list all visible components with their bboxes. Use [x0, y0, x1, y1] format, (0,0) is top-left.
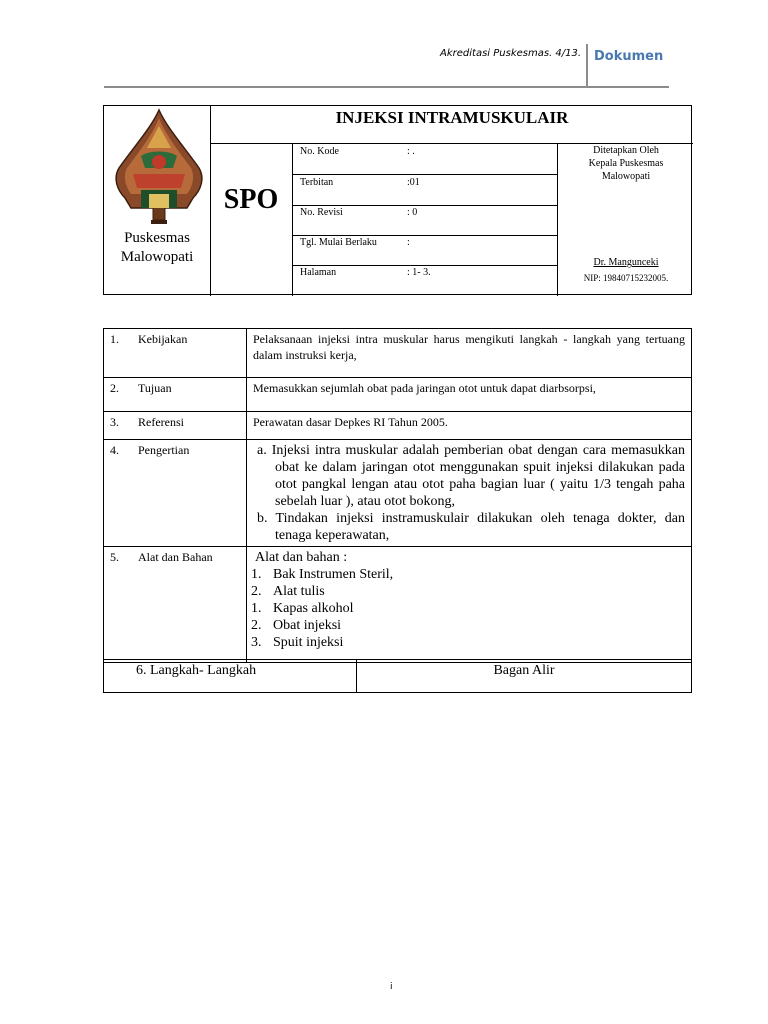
field-label-kode: No. Kode [300, 146, 339, 157]
signer-name: Dr. Mangunceki [593, 257, 659, 268]
flowchart-heading: Bagan Alir [357, 660, 692, 693]
definition-list [253, 442, 685, 544]
sop-content-table [103, 328, 692, 663]
table-row [104, 329, 692, 378]
list-item: b. Tindakan injeksi instramuskulair dilakukan oleh tenaga dokter, dan tenaga keperawatan, [257, 511, 685, 543]
section-text-kebijakan: Pelaksanaan injeksi intra muskular harus mengikuti langkah - langkah yang tertuang dalam instruksi kerja, [247, 329, 692, 378]
header-rule [104, 86, 669, 88]
section-label-tujuan: 2. Tujuan [110, 381, 172, 395]
sop-header-box [103, 105, 692, 295]
table-row [104, 547, 692, 663]
header-text: Akreditasi Puskesmas. 4/13. [440, 48, 582, 59]
section-label-pengertian: 4. Pengertian [110, 443, 190, 457]
approval-block: Ditetapkan Oleh Kepala Puskesmas Malowopati [588, 145, 664, 182]
section-text-alat [247, 547, 692, 663]
table-row [104, 412, 692, 440]
clinic-name: Puskesmas Malowopati [120, 230, 194, 265]
section-text-tujuan: Memasukkan sejumlah obat pada jaringan otot untuk dapat diarbsorpsi, [247, 378, 692, 412]
list-item: 3. Spuit injeksi [251, 635, 344, 650]
sop-title: INJEKSI INTRAMUSKULAIR [335, 108, 569, 127]
steps-heading: 6. Langkah- Langkah [104, 660, 357, 693]
wayang-logo-icon [111, 108, 207, 233]
steps-table [103, 659, 692, 693]
table-row [104, 660, 692, 693]
list-item: a. Injeksi intra muskular adalah pemberian obat dengan cara memasukkan obat ke dalam jaringan otot menggunakan spuit injeksi dilakukan pada otot pangkal lengan atau otot paha bagian luar ( yaitu 1/3 tengah paha sebelah luar ), atau otot bokong, [257, 443, 685, 509]
field-value-kode: : . [407, 146, 415, 157]
section-label-referensi: 3. Referensi [110, 415, 184, 429]
header-divider [586, 44, 588, 88]
alat-heading: Alat dan bahan : [255, 550, 348, 565]
field-value-revisi: : 0 [407, 207, 418, 218]
section-text-referensi: Perawatan dasar Depkes RI Tahun 2005. [247, 412, 692, 440]
sop-type: SPO [223, 184, 279, 215]
table-row [104, 378, 692, 412]
section-label-kebijakan: 1. Kebijakan [110, 332, 188, 346]
section-label-alat: 5. Alat dan Bahan [110, 550, 213, 564]
list-item: 1. Kapas alkohol [251, 601, 354, 616]
field-label-halaman: Halaman [300, 267, 337, 278]
field-label-revisi: No. Revisi [300, 207, 343, 218]
table-row [104, 440, 692, 547]
field-value-halaman: : 1- 3. [407, 267, 431, 278]
signer-nip: NIP: 19840715232005. [583, 273, 669, 283]
list-item: 2. Alat tulis [251, 584, 325, 599]
field-value-terbitan: :01 [407, 177, 420, 188]
page-number: i [390, 982, 393, 992]
section-text-pengertian [247, 440, 692, 547]
list-item: 2. Obat injeksi [251, 618, 342, 633]
field-label-tgl: Tgl. Mulai Berlaku [300, 237, 377, 248]
field-value-tgl: : [407, 237, 410, 248]
field-label-terbitan: Terbitan [300, 177, 334, 188]
document-label: Dokumen [594, 49, 664, 64]
list-item: 1. Bak Instrumen Steril, [251, 567, 394, 582]
